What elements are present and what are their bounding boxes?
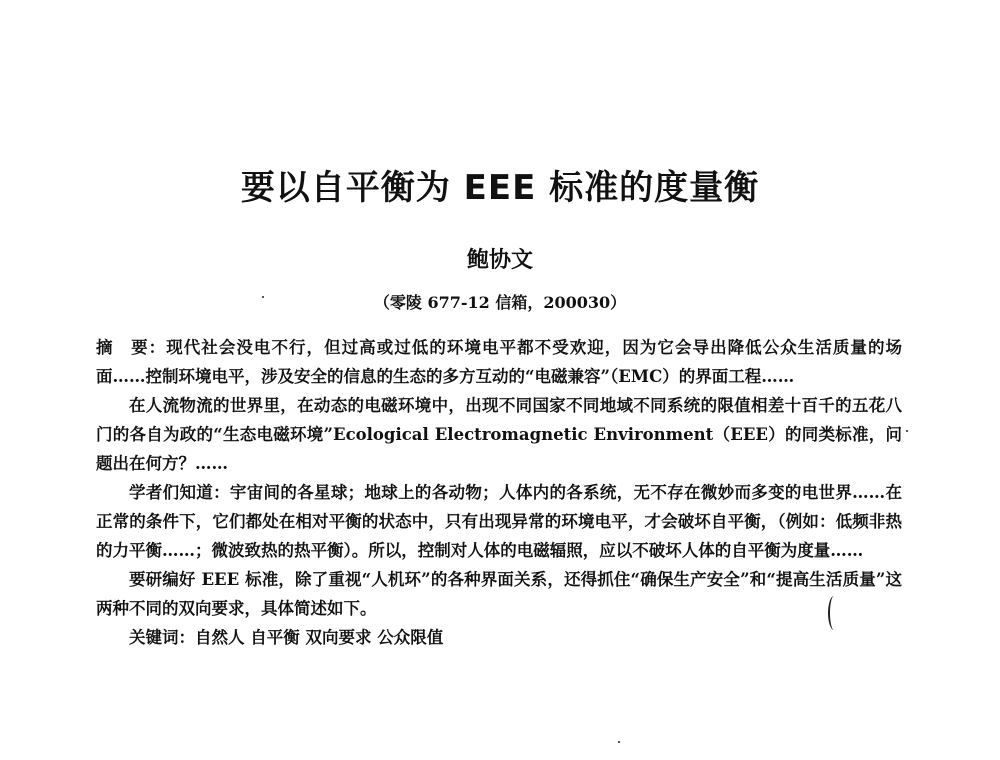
- scan-speck: [262, 296, 264, 298]
- abstract-label: 摘 要：: [96, 338, 167, 357]
- paper-title: 要以自平衡为 EEE 标准的度量衡: [240, 168, 760, 208]
- handwritten-mark: [828, 596, 840, 630]
- scan-speck: [906, 430, 908, 432]
- keywords-label: 关键词：: [129, 628, 195, 647]
- abstract-text: 现代社会没电不行，但过高或过低的环境电平都不受欢迎，因为它会导出降低公众生活质量的场面……控制环境电平，涉及安全的信息的生态的多方互动的“电磁兼容”（EMC）的界面工程……: [96, 338, 903, 386]
- body-paragraph-2: 学者们知道：宇宙间的各星球；地球上的各动物；人体内的各系统，无不存在微妙而多变的电世界……在正常的条件下，它们都处在相对平衡的状态中，只有出现异常的环境电平，才会破坏自平衡，（例如：低频非热的力平衡……；微波致热的热平衡）。所以，控制对人体的电磁辐照，应以不破坏人体的自平衡为度量……: [96, 483, 902, 560]
- body-paragraph-1: 在人流物流的世界里，在动态的电磁环境中，出现不同国家不同地域不同系统的限值相差十百千的五花八门的各自为政的“生态电磁环境”Ecological Electromagnetic Environment（EEE）的同类标准，问题出在何方？……: [96, 396, 902, 473]
- paper-body: [96, 333, 902, 652]
- keywords-text: 自然人 自平衡 双向要求 公众限值: [195, 628, 444, 647]
- abstract-paragraph: [96, 333, 902, 391]
- paper-author: 鲍协文: [466, 247, 533, 273]
- author-address: （零陵 677-12 信箱，200030）: [373, 293, 627, 312]
- body-paragraph-3: 要研编好 EEE 标准，除了重视“人机环”的各种界面关系，还得抓住“确保生产安全”和“提高生活质量”这两种不同的双向要求，具体简述如下。: [96, 570, 902, 618]
- keywords-line: [96, 623, 902, 652]
- scan-speck: [618, 741, 620, 743]
